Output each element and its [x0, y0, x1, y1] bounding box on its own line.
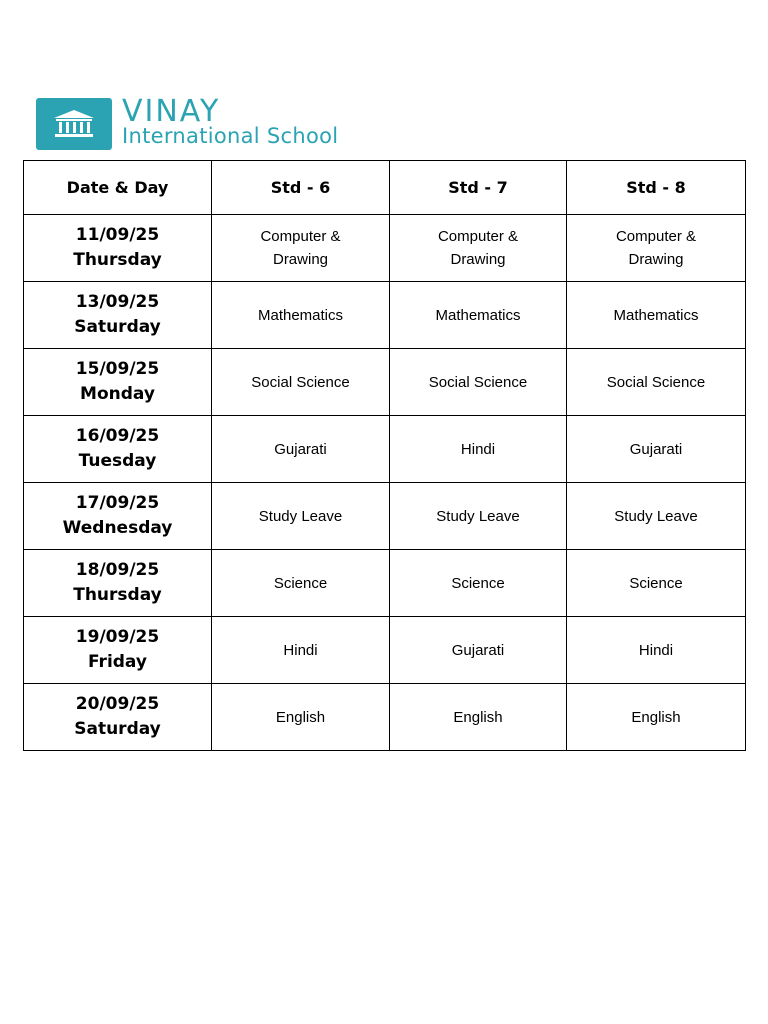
- date-cell: [24, 483, 212, 550]
- subject-cell-std-8: [567, 483, 746, 550]
- subject-cell-std-6: [212, 349, 390, 416]
- subject-cell-std-6: [212, 684, 390, 751]
- exam-timetable: [23, 160, 746, 751]
- column-header-std-6: Std - 6: [212, 161, 390, 215]
- subject-text: English: [453, 708, 503, 726]
- column-header-std-8: Std - 8: [567, 161, 746, 215]
- date-cell: [24, 349, 212, 416]
- subject-text: English: [275, 708, 326, 726]
- table-row: [24, 550, 746, 617]
- exam-day: Thursday: [73, 250, 162, 270]
- exam-day: Thursday: [73, 585, 162, 605]
- table-header-row: [24, 161, 746, 215]
- subject-text: Study Leave: [436, 507, 520, 525]
- subject-text: Hindi: [638, 641, 674, 659]
- subject-cell-std-8: [567, 550, 746, 617]
- subject-cell-std-7: [390, 550, 567, 617]
- date-cell: [24, 617, 212, 684]
- subject-cell-std-6: [212, 483, 390, 550]
- school-building-icon: [36, 98, 112, 150]
- exam-day: Saturday: [74, 719, 161, 739]
- school-subtitle: International School: [122, 124, 339, 148]
- subject-cell-std-7: [390, 215, 567, 282]
- subject-text: Gujarati: [629, 440, 683, 458]
- subject-cell-std-7: [390, 617, 567, 684]
- subject-text: Computer &: [437, 228, 519, 245]
- column-header-date: Date & Day: [24, 161, 212, 215]
- subject-text: Drawing: [272, 251, 329, 268]
- subject-text: Science: [273, 574, 328, 592]
- subject-cell-std-7: [390, 684, 567, 751]
- table-row: [24, 349, 746, 416]
- subject-text: English: [631, 708, 681, 726]
- exam-day: Monday: [80, 384, 155, 404]
- exam-date: 17/09/25: [75, 493, 160, 513]
- subject-cell-std-6: [212, 416, 390, 483]
- subject-text: Mathematics: [435, 306, 521, 324]
- school-logo: [36, 94, 398, 152]
- subject-cell-std-7: [390, 416, 567, 483]
- date-cell: [24, 550, 212, 617]
- subject-text: Social Science: [251, 373, 350, 391]
- subject-text: Mathematics: [613, 306, 699, 324]
- exam-day: Friday: [88, 652, 147, 672]
- subject-text: Hindi: [283, 641, 318, 659]
- date-cell: [24, 684, 212, 751]
- column-header-std-7: Std - 7: [390, 161, 567, 215]
- subject-text: Computer &: [615, 228, 697, 245]
- subject-cell-std-7: [390, 483, 567, 550]
- subject-cell-std-7: [390, 349, 567, 416]
- date-cell: [24, 215, 212, 282]
- subject-cell-std-6: [212, 282, 390, 349]
- date-cell: [24, 416, 212, 483]
- subject-text: Computer &: [260, 228, 341, 245]
- school-name: VINAY: [122, 94, 221, 129]
- subject-text: Study Leave: [614, 507, 698, 525]
- subject-cell-std-6: [212, 550, 390, 617]
- exam-day: Tuesday: [78, 451, 157, 471]
- subject-text: Science: [451, 574, 505, 592]
- subject-cell-std-8: [567, 684, 746, 751]
- subject-cell-std-6: [212, 617, 390, 684]
- subject-cell-std-8: [567, 416, 746, 483]
- subject-cell-std-8: [567, 215, 746, 282]
- table-row: [24, 416, 746, 483]
- table-row: [24, 617, 746, 684]
- subject-text: Social Science: [428, 373, 528, 391]
- exam-date: 16/09/25: [75, 426, 160, 446]
- subject-text: Gujarati: [451, 641, 505, 659]
- exam-day: Wednesday: [62, 518, 173, 538]
- exam-date: 13/09/25: [75, 292, 160, 312]
- date-cell: [24, 282, 212, 349]
- exam-date: 19/09/25: [75, 627, 160, 647]
- subject-cell-std-8: [567, 349, 746, 416]
- subject-text: Mathematics: [257, 306, 344, 324]
- subject-text: Hindi: [460, 440, 496, 458]
- table-row: [24, 483, 746, 550]
- subject-cell-std-8: [567, 617, 746, 684]
- table-row: [24, 684, 746, 751]
- subject-text: Study Leave: [258, 507, 343, 525]
- exam-day: Saturday: [74, 317, 161, 337]
- subject-text: Drawing: [450, 251, 506, 268]
- exam-date: 15/09/25: [75, 359, 160, 379]
- subject-cell-std-7: [390, 282, 567, 349]
- exam-date: 18/09/25: [75, 560, 160, 580]
- table-row: [24, 215, 746, 282]
- exam-date: 11/09/25: [75, 225, 160, 245]
- subject-text: Drawing: [628, 251, 684, 268]
- subject-cell-std-8: [567, 282, 746, 349]
- exam-date: 20/09/25: [75, 694, 160, 714]
- subject-cell-std-6: [212, 215, 390, 282]
- subject-text: Social Science: [606, 373, 706, 391]
- table-row: [24, 282, 746, 349]
- subject-text: Gujarati: [274, 440, 327, 458]
- subject-text: Science: [629, 574, 683, 592]
